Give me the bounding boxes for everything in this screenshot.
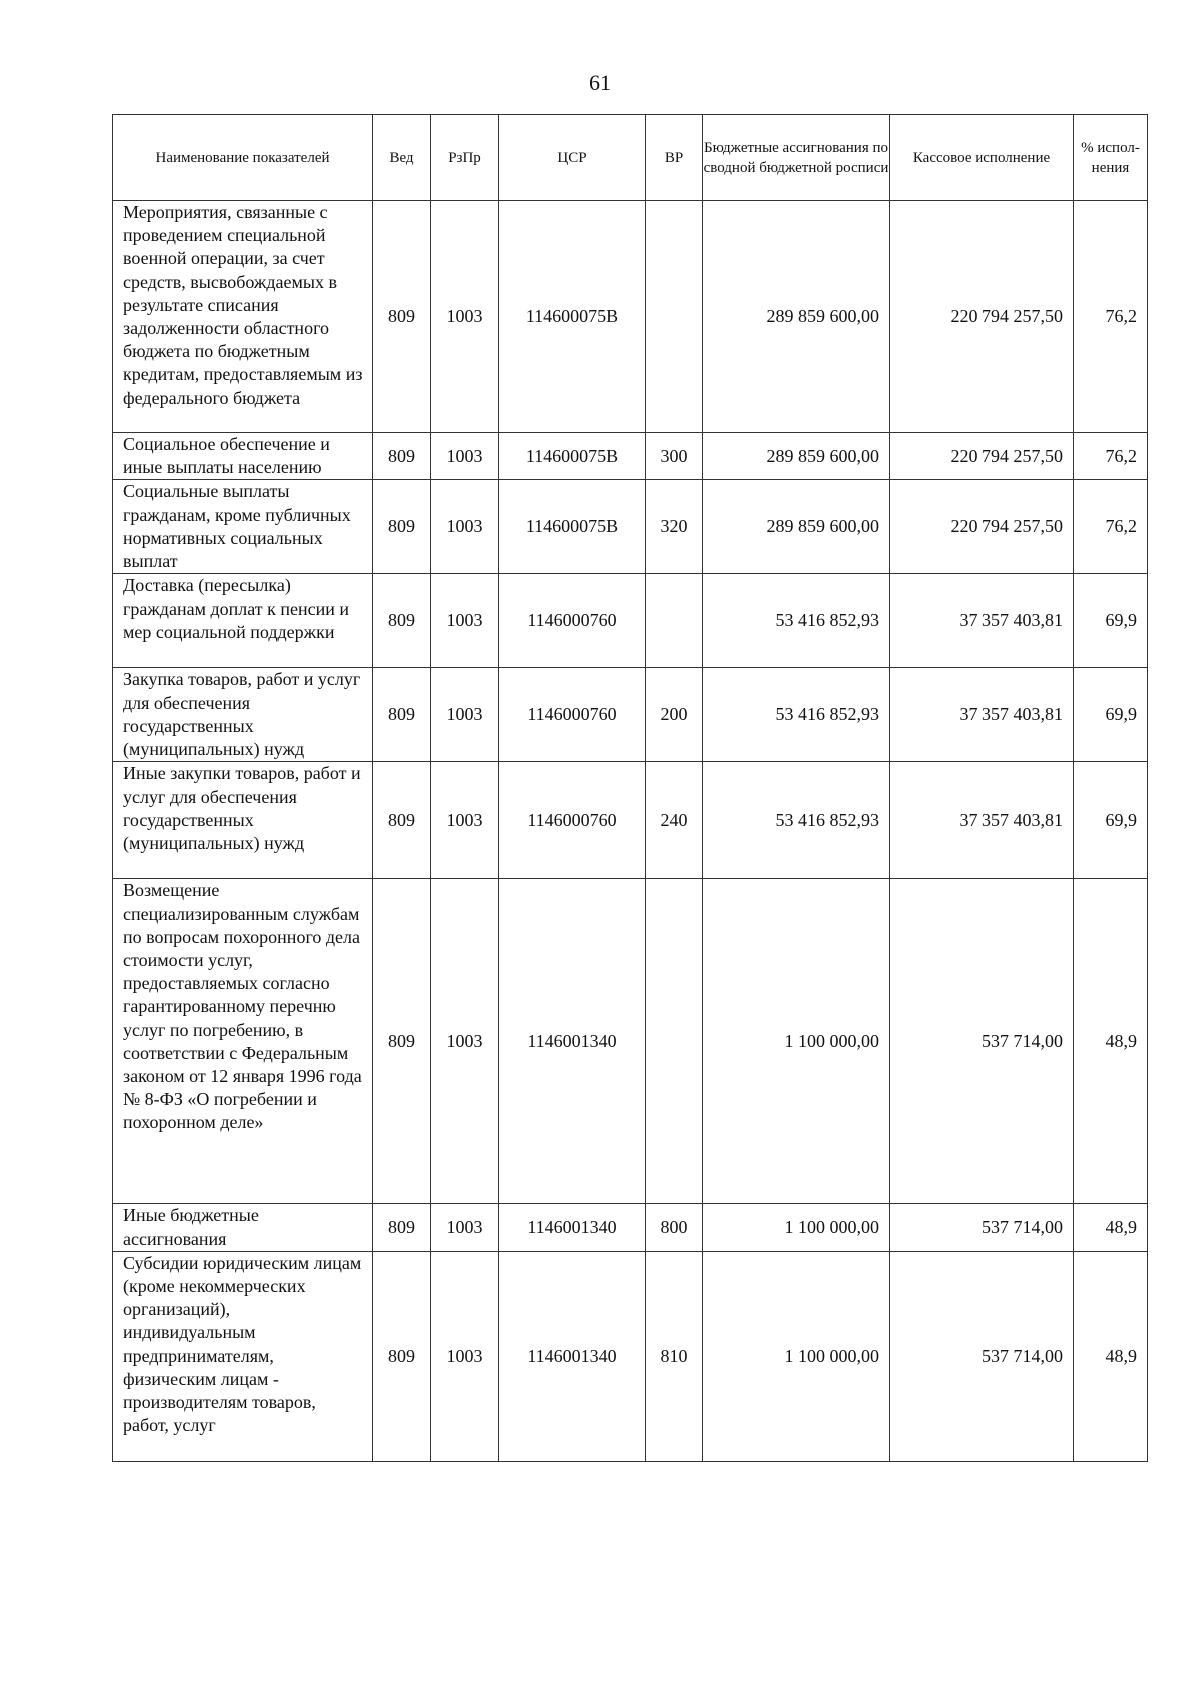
row-name: Социальные выплаты гражданам, кроме публичных нормативных социальных выплат: [113, 480, 373, 574]
table-row: [113, 762, 1148, 879]
row-cash: 537 714,00: [890, 1204, 1074, 1251]
row-assignments: 289 859 600,00: [703, 480, 890, 574]
row-ved: 809: [373, 480, 431, 574]
row-name: Социальное обеспечение и иные выплаты населению: [113, 433, 373, 480]
header-cash: Кассовое исполнение: [890, 115, 1074, 201]
row-rzpr: 1003: [431, 480, 499, 574]
header-csr: ЦСР: [499, 115, 646, 201]
row-cash: 220 794 257,50: [890, 201, 1074, 433]
row-percent: 48,9: [1074, 1204, 1148, 1251]
row-vr: [646, 879, 703, 1204]
row-ved: 809: [373, 574, 431, 668]
header-name: Наименование показателей: [113, 115, 373, 201]
row-vr: 200: [646, 668, 703, 762]
row-csr: 114600075В: [499, 433, 646, 480]
row-vr: [646, 574, 703, 668]
row-vr: 240: [646, 762, 703, 879]
row-csr: 1146001340: [499, 1204, 646, 1251]
row-name: Субсидии юридическим лицам (кроме некоммерческих организаций), индивидуальным предпринимателям, физическим лицам - производителям товаров, работ, услуг: [113, 1251, 373, 1461]
row-cash: 37 357 403,81: [890, 762, 1074, 879]
row-csr: 114600075В: [499, 201, 646, 433]
row-assignments: 53 416 852,93: [703, 574, 890, 668]
row-cash: 37 357 403,81: [890, 574, 1074, 668]
table-row: [113, 1204, 1148, 1251]
row-name: Мероприятия, связанные с проведением специальной военной операции, за счет средств, высвобождаемых в результате списания задолженности областного бюджета по бюджетным кредитам, предоставляемым из федерального бюджета: [113, 201, 373, 433]
table-row: [113, 201, 1148, 433]
row-percent: 76,2: [1074, 433, 1148, 480]
row-assignments: 1 100 000,00: [703, 879, 890, 1204]
row-rzpr: 1003: [431, 1251, 499, 1461]
row-assignments: 289 859 600,00: [703, 433, 890, 480]
row-csr: 1146000760: [499, 668, 646, 762]
row-name: Иные закупки товаров, работ и услуг для обеспечения государственных (муниципальных) нужд: [113, 762, 373, 879]
row-percent: 69,9: [1074, 668, 1148, 762]
row-rzpr: 1003: [431, 1204, 499, 1251]
row-percent: 69,9: [1074, 574, 1148, 668]
row-csr: 1146001340: [499, 879, 646, 1204]
row-name: Возмещение специализированным службам по вопросам похоронного дела стоимости услуг, предоставляемых согласно гарантированному перечню услуг по погребению, в соответствии с Федеральным законом от 12 января 1996 года № 8-ФЗ «О погребении и похоронном деле»: [113, 879, 373, 1204]
row-assignments: 53 416 852,93: [703, 668, 890, 762]
row-percent: 69,9: [1074, 762, 1148, 879]
row-ved: 809: [373, 879, 431, 1204]
header-ved: Вед: [373, 115, 431, 201]
row-rzpr: 1003: [431, 201, 499, 433]
row-vr: [646, 201, 703, 433]
table-row: [113, 1251, 1148, 1461]
row-ved: 809: [373, 1251, 431, 1461]
row-name: Доставка (пересылка) гражданам доплат к пенсии и мер социальной поддержки: [113, 574, 373, 668]
table-row: [113, 574, 1148, 668]
row-rzpr: 1003: [431, 762, 499, 879]
row-percent: 76,2: [1074, 480, 1148, 574]
row-name: Закупка товаров, работ и услуг для обеспечения государственных (муниципальных) нужд: [113, 668, 373, 762]
budget-table: [112, 114, 1148, 1462]
row-name: Иные бюджетные ассигнования: [113, 1204, 373, 1251]
row-assignments: 289 859 600,00: [703, 201, 890, 433]
row-rzpr: 1003: [431, 433, 499, 480]
table-row: [113, 668, 1148, 762]
row-cash: 220 794 257,50: [890, 433, 1074, 480]
table-header-row: [113, 115, 1148, 201]
row-vr: 810: [646, 1251, 703, 1461]
table-body: [113, 201, 1148, 1462]
row-ved: 809: [373, 1204, 431, 1251]
row-ved: 809: [373, 433, 431, 480]
row-ved: 809: [373, 201, 431, 433]
header-assignments: Бюджетные ассигнования по сводной бюджетной росписи: [703, 115, 890, 201]
row-ved: 809: [373, 762, 431, 879]
table-row: [113, 433, 1148, 480]
row-percent: 48,9: [1074, 1251, 1148, 1461]
row-percent: 48,9: [1074, 879, 1148, 1204]
row-cash: 37 357 403,81: [890, 668, 1074, 762]
row-cash: 220 794 257,50: [890, 480, 1074, 574]
row-vr: 320: [646, 480, 703, 574]
table-row: [113, 879, 1148, 1204]
row-csr: 114600075В: [499, 480, 646, 574]
row-vr: 300: [646, 433, 703, 480]
row-ved: 809: [373, 668, 431, 762]
row-assignments: 1 100 000,00: [703, 1204, 890, 1251]
row-csr: 1146001340: [499, 1251, 646, 1461]
row-assignments: 1 100 000,00: [703, 1251, 890, 1461]
row-rzpr: 1003: [431, 879, 499, 1204]
row-percent: 76,2: [1074, 201, 1148, 433]
table-row: [113, 480, 1148, 574]
row-rzpr: 1003: [431, 574, 499, 668]
row-csr: 1146000760: [499, 574, 646, 668]
row-vr: 800: [646, 1204, 703, 1251]
row-cash: 537 714,00: [890, 1251, 1074, 1461]
header-percent: % испол-нения: [1074, 115, 1148, 201]
row-rzpr: 1003: [431, 668, 499, 762]
header-vr: ВР: [646, 115, 703, 201]
row-assignments: 53 416 852,93: [703, 762, 890, 879]
page-number: 61: [589, 70, 611, 95]
header-rzpr: РзПр: [431, 115, 499, 201]
row-cash: 537 714,00: [890, 879, 1074, 1204]
row-csr: 1146000760: [499, 762, 646, 879]
